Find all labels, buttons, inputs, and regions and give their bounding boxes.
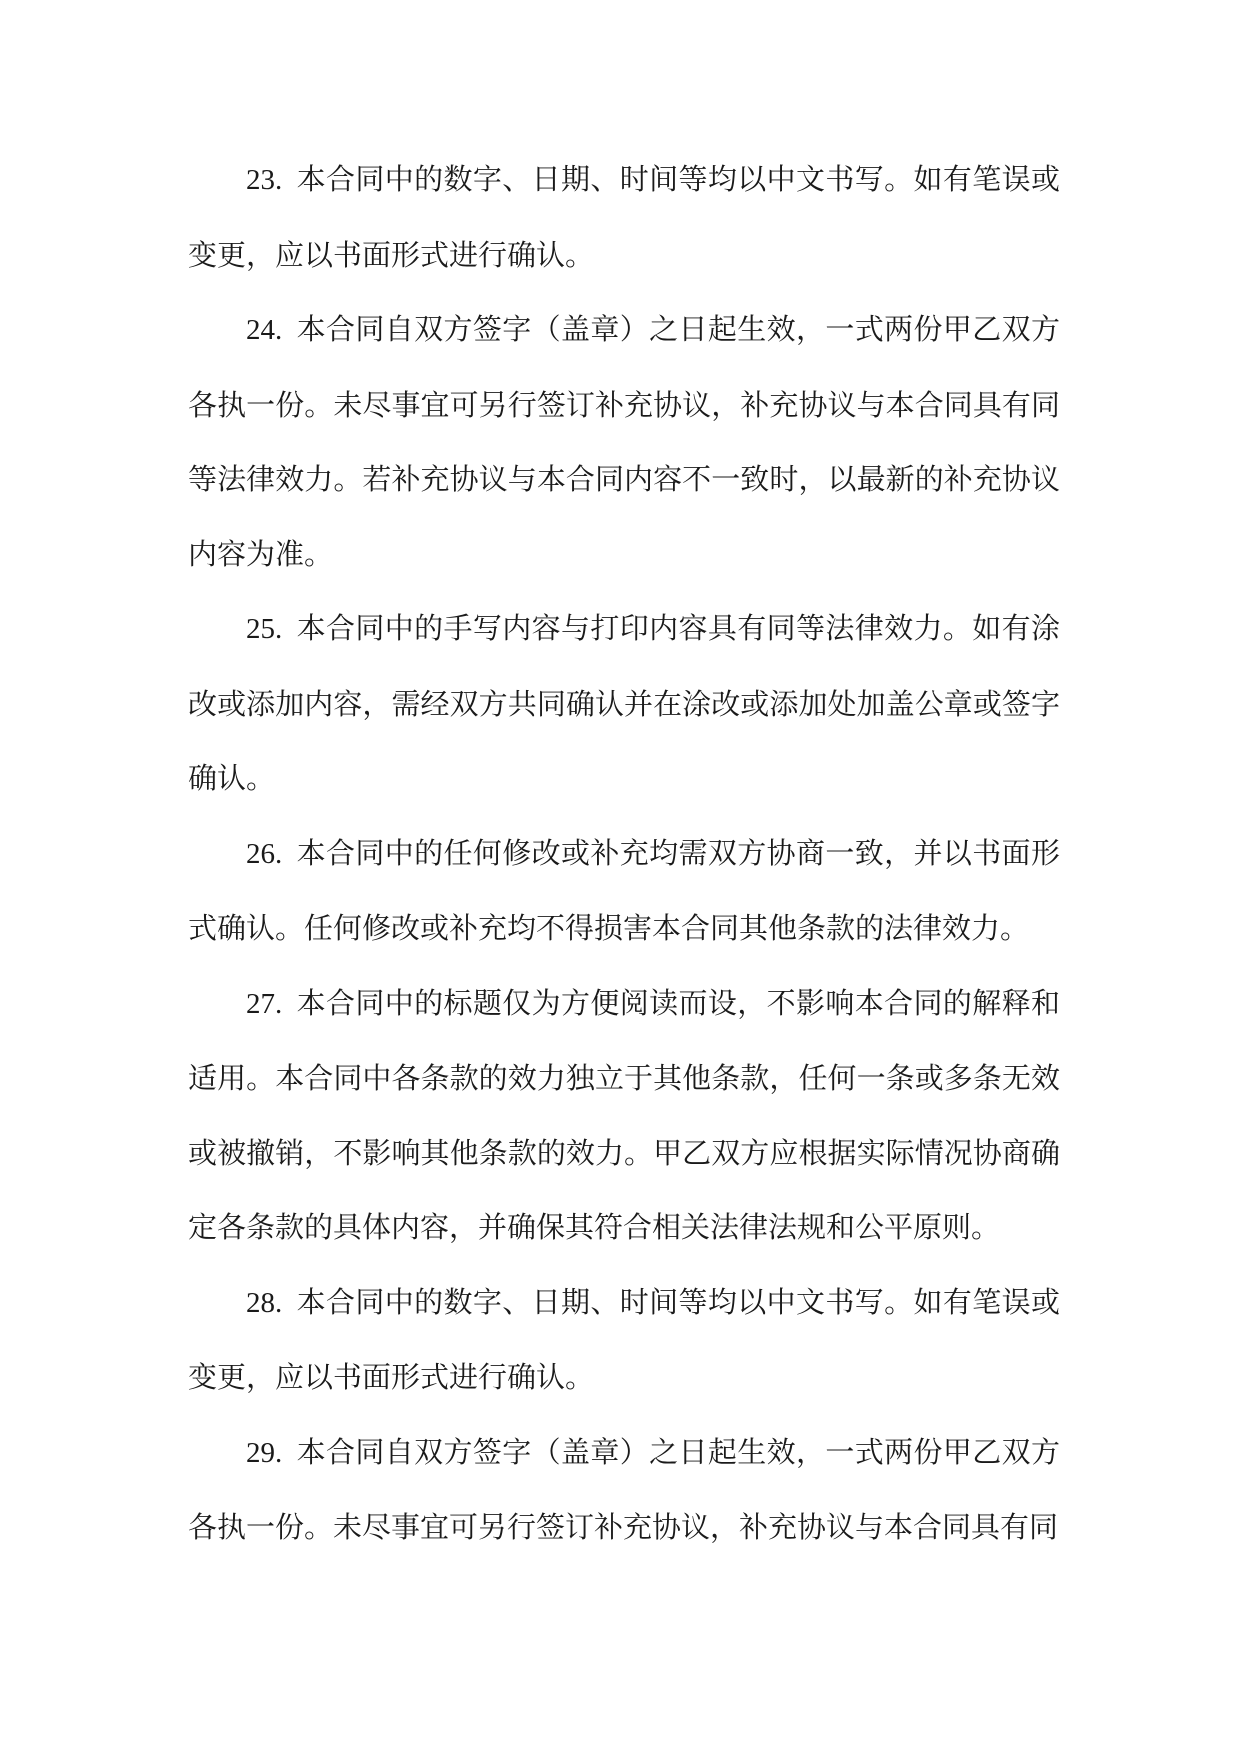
clause-26 (188, 816, 1060, 966)
clause-number: 27. (246, 987, 283, 1020)
clause-text: 本合同中的标题仅为方便阅读而设，不影响本合同的解释和适用。本合同中各条款的效力独立于其他条款，任何一条或多条无效或被撤销，不影响其他条款的效力。甲乙双方应根据实际情况协商确定各条款的具体内容，并确保其符合相关法律法规和公平原则。 (188, 985, 1060, 1244)
clause-number: 29. (246, 1436, 283, 1469)
clause-29 (188, 1415, 1060, 1565)
clause-23 (188, 142, 1060, 292)
clause-text: 本合同中的数字、日期、时间等均以中文书写。如有笔误或变更，应以书面形式进行确认。 (188, 162, 1060, 272)
clause-text: 本合同自双方签字（盖章）之日起生效，一式两份甲乙双方各执一份。未尽事宜可另行签订补充协议，补充协议与本合同具有同等法律效力。若补充协议与本合同内容不一致时，以最新的补充协议内容为准。 (188, 312, 1060, 571)
clause-27 (188, 966, 1060, 1265)
clause-number: 28. (246, 1286, 283, 1319)
clause-28 (188, 1265, 1060, 1415)
clause-number: 25. (246, 613, 283, 645)
clause-24 (188, 292, 1060, 591)
clause-text: 本合同中的手写内容与打印内容具有同等法律效力。如有涂改或添加内容，需经双方共同确认并在涂改或添加处加盖公章或签字确认。 (188, 611, 1060, 795)
clause-text: 本合同中的任何修改或补充均需双方协商一致，并以书面形式确认。任何修改或补充均不得损害本合同其他条款的法律效力。 (188, 835, 1060, 945)
clause-number: 23. (246, 164, 283, 196)
clause-25 (188, 591, 1060, 816)
clause-text: 本合同中的数字、日期、时间等均以中文书写。如有笔误或变更，应以书面形式进行确认。 (188, 1284, 1060, 1394)
clause-number: 24. (246, 314, 283, 346)
contract-body (188, 142, 1060, 1565)
clause-number: 26. (246, 837, 283, 870)
clause-text: 本合同自双方签字（盖章）之日起生效，一式两份甲乙双方各执一份。未尽事宜可另行签订补充协议，补充协议与本合同具有同 (188, 1434, 1060, 1544)
